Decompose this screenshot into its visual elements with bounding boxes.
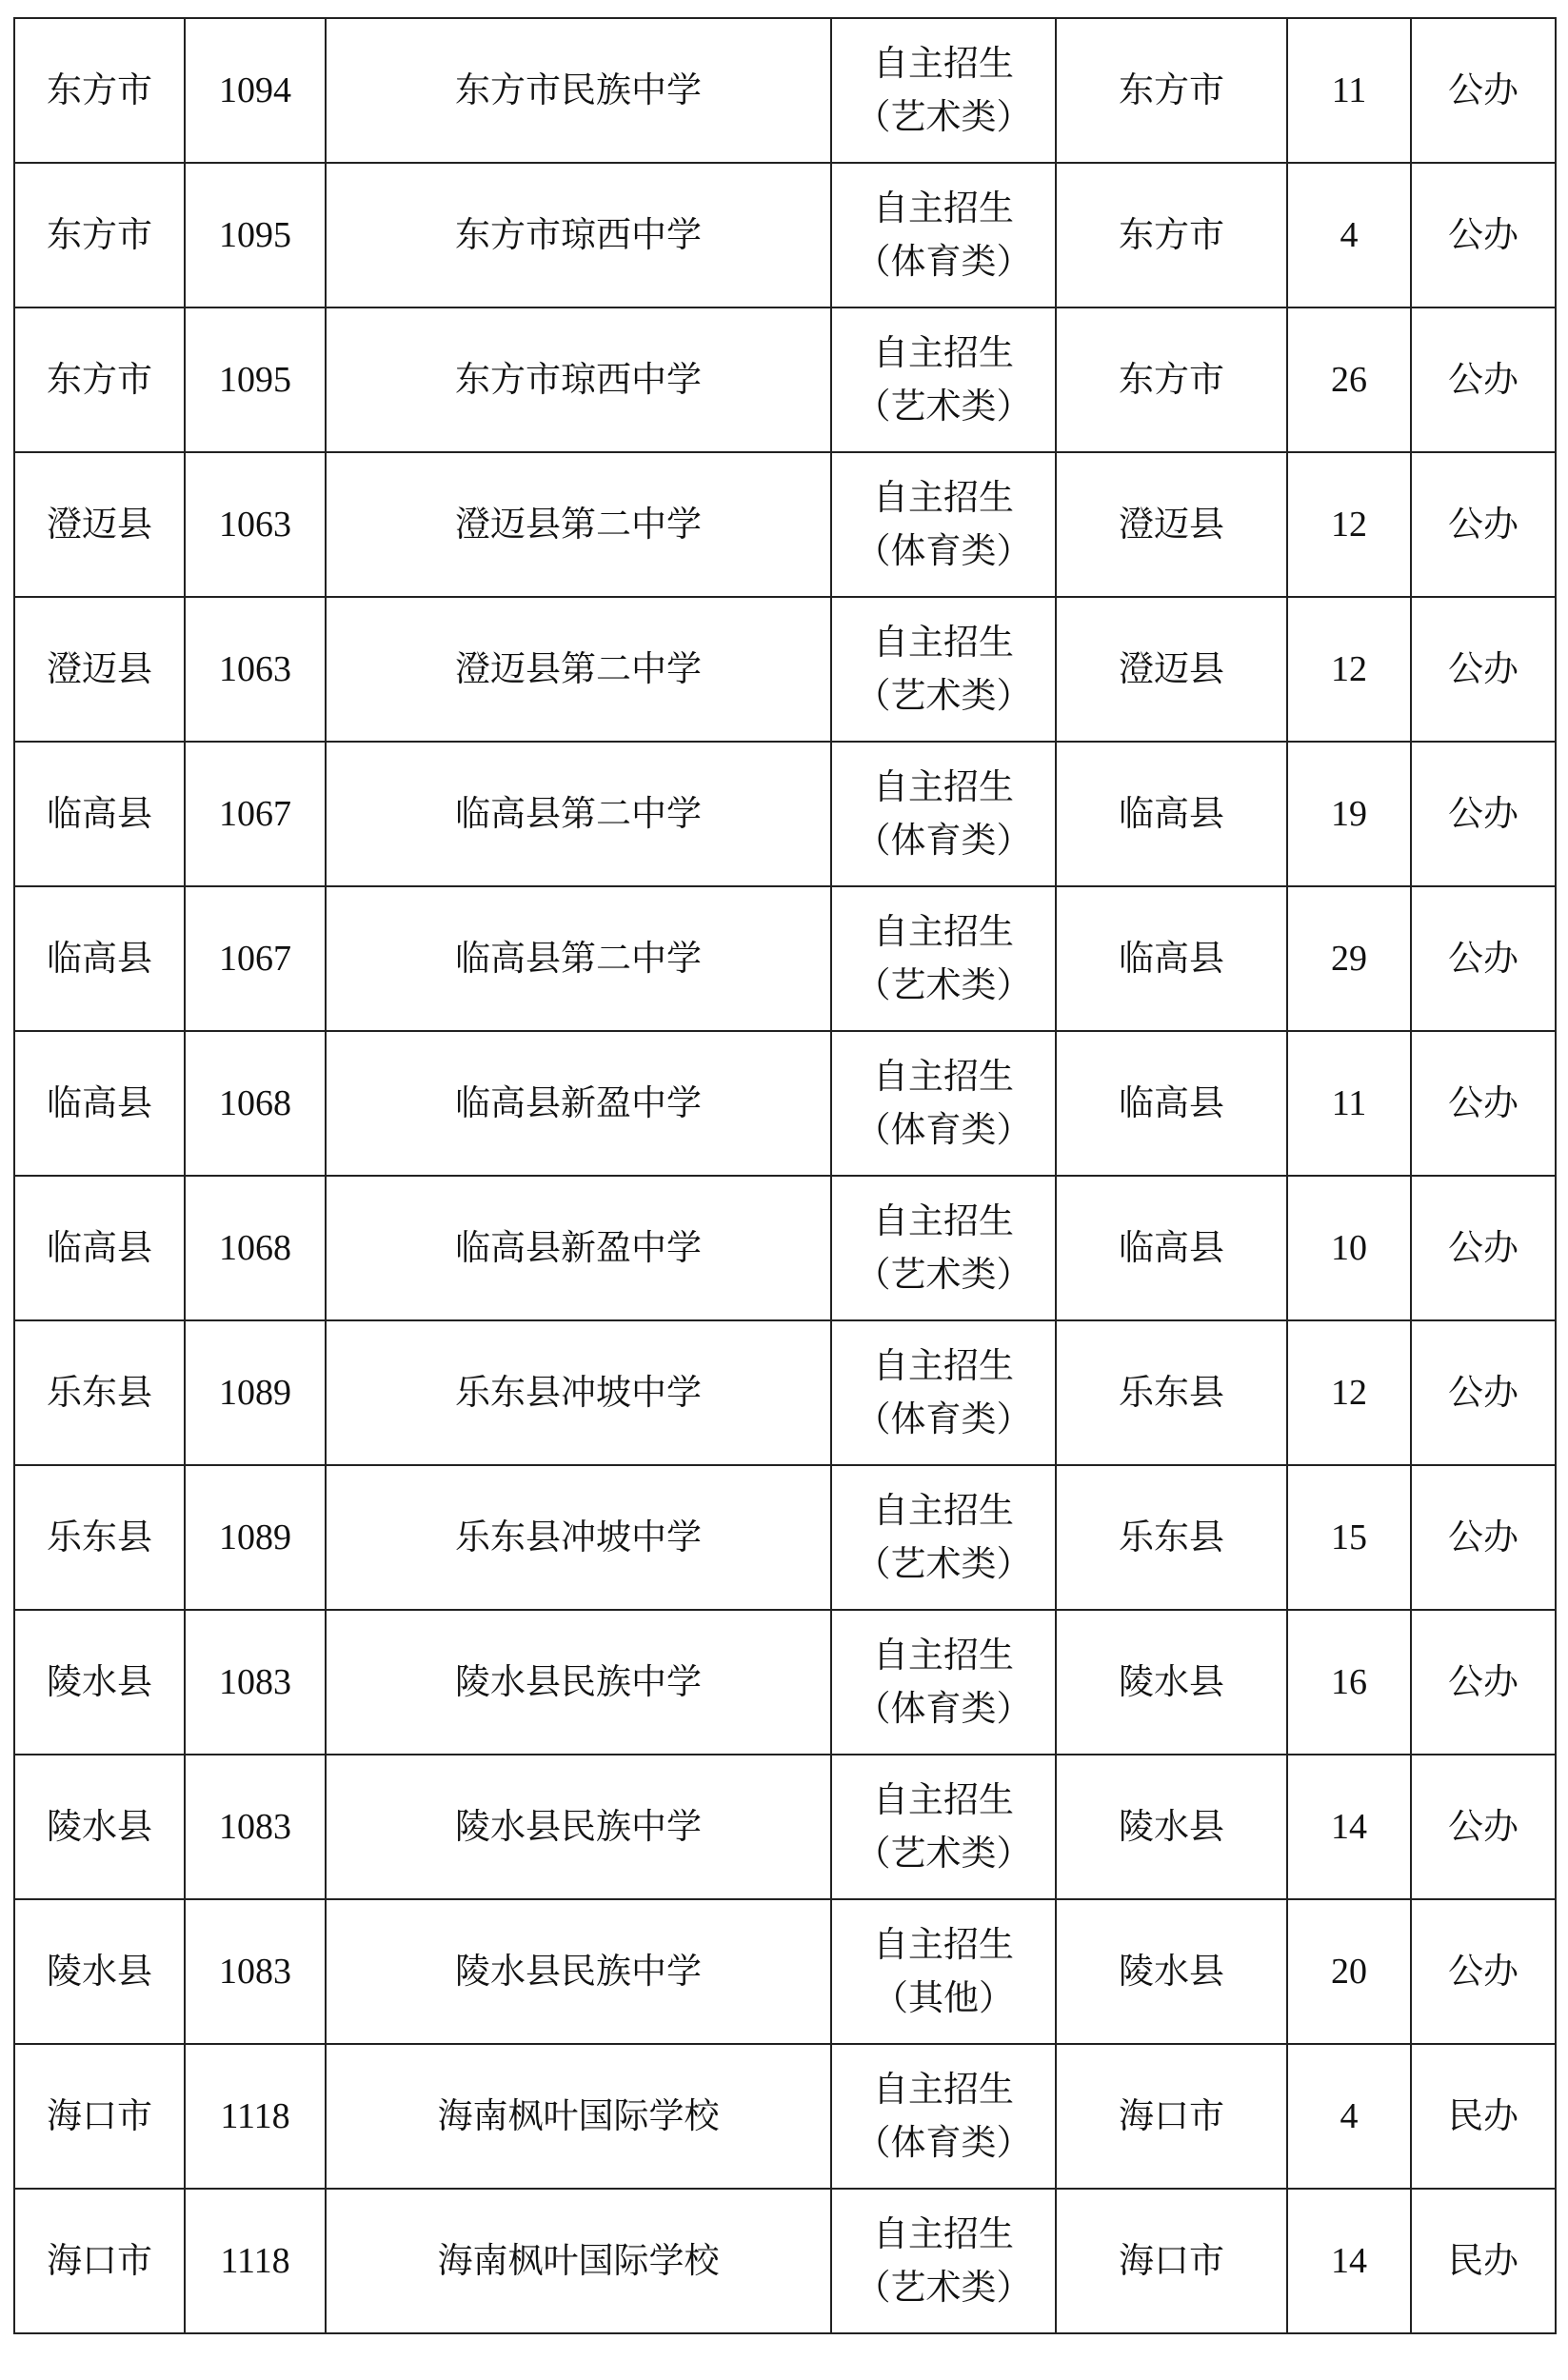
table-row: [14, 1755, 1556, 1899]
quota-cell: 12: [1287, 452, 1411, 597]
code-cell: 1118: [185, 2189, 326, 2333]
nature-cell: 公办: [1411, 307, 1556, 452]
school-cell: 陵水县民族中学: [326, 1610, 831, 1755]
quota-cell: 4: [1287, 163, 1411, 307]
city-cell: 临高县: [14, 742, 185, 886]
type-cell: [831, 1031, 1056, 1176]
type-main-label: 自主招生: [873, 2213, 1014, 2254]
code-cell: 1118: [185, 2044, 326, 2189]
type-main-label: 自主招生: [873, 477, 1014, 518]
city-cell: 临高县: [14, 1176, 185, 1320]
school-cell: 临高县新盈中学: [326, 1031, 831, 1176]
type-cell: [831, 163, 1056, 307]
school-cell: 东方市琼西中学: [326, 307, 831, 452]
quota-cell: 4: [1287, 2044, 1411, 2189]
nature-cell: 公办: [1411, 597, 1556, 742]
type-sub-label: （艺术类）: [855, 2267, 1032, 2308]
type-cell: [831, 307, 1056, 452]
region-cell: 海口市: [1056, 2044, 1287, 2189]
code-cell: 1089: [185, 1465, 326, 1610]
quota-cell: 11: [1287, 1031, 1411, 1176]
code-cell: 1063: [185, 452, 326, 597]
table-row: [14, 163, 1556, 307]
table-row: [14, 18, 1556, 163]
quota-cell: 14: [1287, 2189, 1411, 2333]
code-cell: 1067: [185, 742, 326, 886]
nature-cell: 公办: [1411, 1176, 1556, 1320]
table-row: [14, 2044, 1556, 2189]
nature-cell: 公办: [1411, 1755, 1556, 1899]
type-main-label: 自主招生: [873, 188, 1014, 228]
type-main-label: 自主招生: [873, 622, 1014, 663]
region-cell: 陵水县: [1056, 1755, 1287, 1899]
region-cell: 乐东县: [1056, 1465, 1287, 1610]
table-row: [14, 1320, 1556, 1465]
table-row: [14, 597, 1556, 742]
type-sub-label: （艺术类）: [855, 1543, 1032, 1584]
region-cell: 临高县: [1056, 886, 1287, 1031]
nature-cell: 公办: [1411, 163, 1556, 307]
type-main-label: 自主招生: [873, 1200, 1014, 1241]
type-cell: [831, 2044, 1056, 2189]
type-sub-label: （艺术类）: [855, 1254, 1032, 1295]
quota-cell: 10: [1287, 1176, 1411, 1320]
nature-cell: 民办: [1411, 2044, 1556, 2189]
type-main-label: 自主招生: [873, 766, 1014, 807]
table-row: [14, 886, 1556, 1031]
city-cell: 陵水县: [14, 1755, 185, 1899]
table-row: [14, 742, 1556, 886]
region-cell: 陵水县: [1056, 1899, 1287, 2044]
quota-cell: 29: [1287, 886, 1411, 1031]
type-main-label: 自主招生: [873, 2069, 1014, 2110]
table-row: [14, 1176, 1556, 1320]
type-cell: [831, 1320, 1056, 1465]
type-sub-label: （体育类）: [855, 820, 1032, 861]
type-cell: [831, 1610, 1056, 1755]
type-main-label: 自主招生: [873, 1490, 1014, 1531]
type-cell: [831, 886, 1056, 1031]
type-cell: [831, 742, 1056, 886]
school-cell: 东方市琼西中学: [326, 163, 831, 307]
nature-cell: 公办: [1411, 1031, 1556, 1176]
quota-cell: 15: [1287, 1465, 1411, 1610]
code-cell: 1068: [185, 1031, 326, 1176]
city-cell: 乐东县: [14, 1465, 185, 1610]
type-sub-label: （体育类）: [855, 530, 1032, 571]
region-cell: 澄迈县: [1056, 452, 1287, 597]
nature-cell: 公办: [1411, 886, 1556, 1031]
type-cell: [831, 2189, 1056, 2333]
nature-cell: 公办: [1411, 452, 1556, 597]
table-body: [14, 18, 1556, 2333]
city-cell: 陵水县: [14, 1899, 185, 2044]
city-cell: 乐东县: [14, 1320, 185, 1465]
quota-cell: 16: [1287, 1610, 1411, 1755]
type-main-label: 自主招生: [873, 1924, 1014, 1965]
code-cell: 1068: [185, 1176, 326, 1320]
nature-cell: 公办: [1411, 18, 1556, 163]
region-cell: 海口市: [1056, 2189, 1287, 2333]
school-cell: 澄迈县第二中学: [326, 452, 831, 597]
city-cell: 澄迈县: [14, 597, 185, 742]
type-cell: [831, 1176, 1056, 1320]
quota-cell: 26: [1287, 307, 1411, 452]
region-cell: 东方市: [1056, 18, 1287, 163]
school-cell: 临高县第二中学: [326, 886, 831, 1031]
type-sub-label: （体育类）: [855, 1109, 1032, 1150]
region-cell: 临高县: [1056, 1176, 1287, 1320]
nature-cell: 民办: [1411, 2189, 1556, 2333]
city-cell: 澄迈县: [14, 452, 185, 597]
region-cell: 临高县: [1056, 742, 1287, 886]
region-cell: 陵水县: [1056, 1610, 1287, 1755]
school-cell: 陵水县民族中学: [326, 1899, 831, 2044]
school-cell: 东方市民族中学: [326, 18, 831, 163]
nature-cell: 公办: [1411, 1899, 1556, 2044]
type-main-label: 自主招生: [873, 911, 1014, 952]
code-cell: 1089: [185, 1320, 326, 1465]
type-sub-label: （体育类）: [855, 1398, 1032, 1439]
table-row: [14, 1031, 1556, 1176]
code-cell: 1083: [185, 1610, 326, 1755]
type-sub-label: （艺术类）: [855, 96, 1032, 137]
school-cell: 海南枫叶国际学校: [326, 2189, 831, 2333]
code-cell: 1063: [185, 597, 326, 742]
region-cell: 澄迈县: [1056, 597, 1287, 742]
nature-cell: 公办: [1411, 1610, 1556, 1755]
type-cell: [831, 18, 1056, 163]
type-sub-label: （艺术类）: [855, 386, 1032, 426]
code-cell: 1095: [185, 307, 326, 452]
school-cell: 乐东县冲坡中学: [326, 1320, 831, 1465]
code-cell: 1094: [185, 18, 326, 163]
code-cell: 1095: [185, 163, 326, 307]
nature-cell: 公办: [1411, 1320, 1556, 1465]
type-sub-label: （艺术类）: [855, 964, 1032, 1005]
table-row: [14, 2189, 1556, 2333]
nature-cell: 公办: [1411, 742, 1556, 886]
type-sub-label: （体育类）: [855, 2122, 1032, 2163]
type-main-label: 自主招生: [873, 1345, 1014, 1386]
city-cell: 东方市: [14, 163, 185, 307]
code-cell: 1083: [185, 1755, 326, 1899]
school-cell: 临高县第二中学: [326, 742, 831, 886]
school-cell: 海南枫叶国际学校: [326, 2044, 831, 2189]
type-cell: [831, 452, 1056, 597]
enrollment-table: [13, 17, 1557, 2334]
quota-cell: 20: [1287, 1899, 1411, 2044]
school-cell: 澄迈县第二中学: [326, 597, 831, 742]
type-sub-label: （艺术类）: [855, 675, 1032, 716]
table-row: [14, 1899, 1556, 2044]
school-cell: 陵水县民族中学: [326, 1755, 831, 1899]
region-cell: 乐东县: [1056, 1320, 1287, 1465]
quota-cell: 12: [1287, 597, 1411, 742]
table-row: [14, 1610, 1556, 1755]
city-cell: 海口市: [14, 2189, 185, 2333]
city-cell: 临高县: [14, 1031, 185, 1176]
region-cell: 临高县: [1056, 1031, 1287, 1176]
type-sub-label: （艺术类）: [855, 1833, 1032, 1874]
region-cell: 东方市: [1056, 163, 1287, 307]
city-cell: 临高县: [14, 886, 185, 1031]
code-cell: 1083: [185, 1899, 326, 2044]
city-cell: 东方市: [14, 307, 185, 452]
quota-cell: 14: [1287, 1755, 1411, 1899]
table-row: [14, 307, 1556, 452]
type-main-label: 自主招生: [873, 43, 1014, 84]
type-sub-label: （体育类）: [855, 1688, 1032, 1729]
type-cell: [831, 597, 1056, 742]
type-sub-label: （体育类）: [855, 241, 1032, 282]
city-cell: 海口市: [14, 2044, 185, 2189]
type-main-label: 自主招生: [873, 1779, 1014, 1820]
city-cell: 东方市: [14, 18, 185, 163]
school-cell: 乐东县冲坡中学: [326, 1465, 831, 1610]
type-cell: [831, 1899, 1056, 2044]
table-row: [14, 1465, 1556, 1610]
quota-cell: 12: [1287, 1320, 1411, 1465]
school-cell: 临高县新盈中学: [326, 1176, 831, 1320]
code-cell: 1067: [185, 886, 326, 1031]
type-cell: [831, 1465, 1056, 1610]
quota-cell: 11: [1287, 18, 1411, 163]
nature-cell: 公办: [1411, 1465, 1556, 1610]
city-cell: 陵水县: [14, 1610, 185, 1755]
quota-cell: 19: [1287, 742, 1411, 886]
type-sub-label: （其他）: [873, 1977, 1014, 2018]
type-cell: [831, 1755, 1056, 1899]
region-cell: 东方市: [1056, 307, 1287, 452]
table-row: [14, 452, 1556, 597]
type-main-label: 自主招生: [873, 1635, 1014, 1676]
type-main-label: 自主招生: [873, 1056, 1014, 1097]
type-main-label: 自主招生: [873, 332, 1014, 373]
